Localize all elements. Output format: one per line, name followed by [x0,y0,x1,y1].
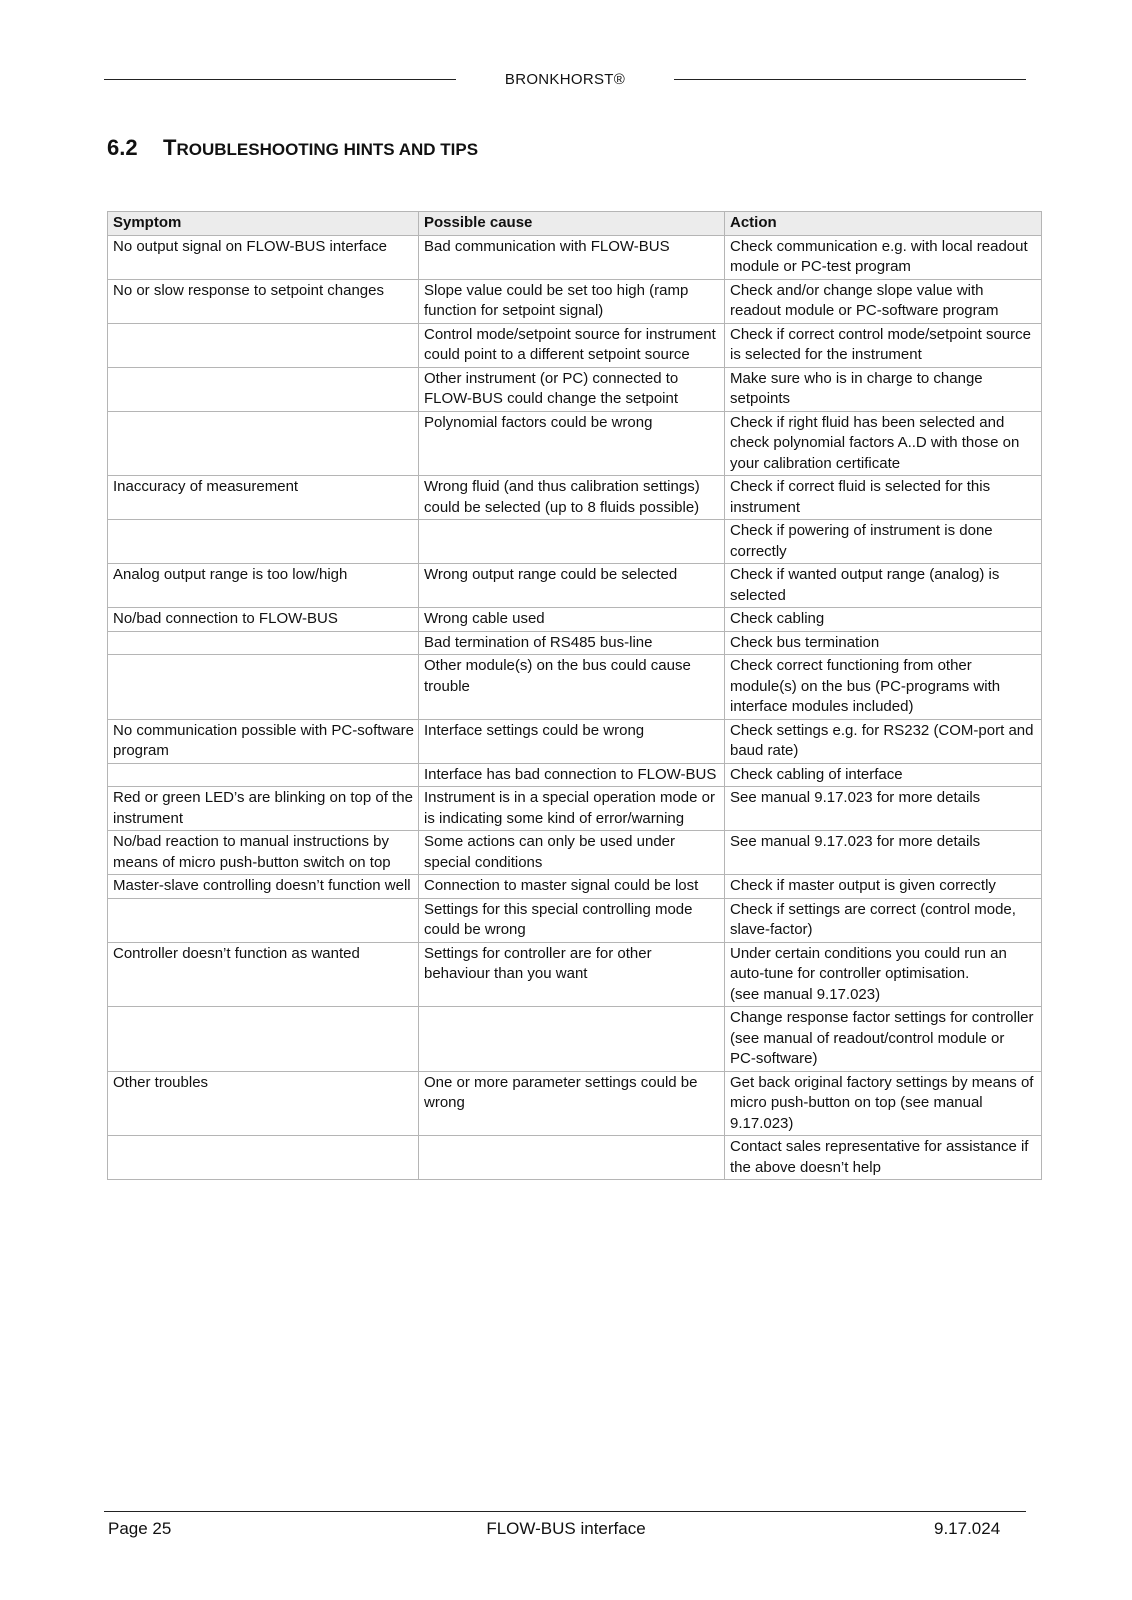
possible-cause-cell: Wrong cable used [419,608,725,632]
table-row [108,763,1042,787]
symptom-cell [108,367,419,411]
table-row [108,411,1042,476]
symptom-cell: No communication possible with PC-software program [108,719,419,763]
action-cell: See manual 9.17.023 for more details [725,831,1042,875]
footer-rule [104,1511,1026,1512]
action-cell: Check if right fluid has been selected and check polynomial factors A..D with those on your calibration certificate [725,411,1042,476]
possible-cause-cell [419,1007,725,1072]
action-cell: Check if powering of instrument is done correctly [725,520,1042,564]
action-cell: Check if wanted output range (analog) is selected [725,564,1042,608]
section-title [107,135,478,161]
symptom-cell: No or slow response to setpoint changes [108,279,419,323]
possible-cause-cell: Polynomial factors could be wrong [419,411,725,476]
table-row [108,831,1042,875]
table-body [108,235,1042,1180]
action-cell: Change response factor settings for controller (see manual of readout/control module or PC-software) [725,1007,1042,1072]
possible-cause-cell: Wrong output range could be selected [419,564,725,608]
symptom-cell [108,520,419,564]
section-title-rest: ROUBLESHOOTING HINTS AND TIPS [176,140,479,159]
table-row [108,942,1042,1007]
table-row [108,367,1042,411]
table-row [108,235,1042,279]
header-brand: BRONKHORST® [504,71,626,88]
header-rule-right [674,79,1026,80]
possible-cause-cell: One or more parameter settings could be wrong [419,1071,725,1136]
symptom-cell: No/bad reaction to manual instructions by means of micro push-button switch on top [108,831,419,875]
possible-cause-cell: Interface settings could be wrong [419,719,725,763]
table-row [108,898,1042,942]
symptom-cell [108,1136,419,1180]
table-row [108,1136,1042,1180]
action-cell: Under certain conditions you could run an auto-tune for controller optimisation. (see manual 9.17.023) [725,942,1042,1007]
possible-cause-cell: Wrong fluid (and thus calibration settings) could be selected (up to 8 fluids possible) [419,476,725,520]
symptom-cell: No output signal on FLOW-BUS interface [108,235,419,279]
table-row [108,719,1042,763]
possible-cause-cell: Bad communication with FLOW-BUS [419,235,725,279]
header-possible-cause: Possible cause [419,212,725,236]
header-rule-left [104,79,456,80]
header-symptom: Symptom [108,212,419,236]
action-cell: Check if correct fluid is selected for this instrument [725,476,1042,520]
action-cell: Check and/or change slope value with readout module or PC-software program [725,279,1042,323]
possible-cause-cell: Control mode/setpoint source for instrument could point to a different setpoint source [419,323,725,367]
footer-document-number: 9.17.024 [934,1519,1001,1538]
symptom-cell [108,411,419,476]
symptom-cell: Controller doesn’t function as wanted [108,942,419,1007]
possible-cause-cell: Settings for this special controlling mode could be wrong [419,898,725,942]
table-row [108,1007,1042,1072]
possible-cause-cell [419,520,725,564]
table-row [108,1071,1042,1136]
section-title-initial: T [163,135,177,160]
action-cell: Check correct functioning from other module(s) on the bus (PC-programs with interface modules included) [725,655,1042,720]
symptom-cell [108,655,419,720]
header-action: Action [725,212,1042,236]
symptom-cell [108,323,419,367]
possible-cause-cell: Instrument is in a special operation mode or is indicating some kind of error/warning [419,787,725,831]
action-cell: Check if settings are correct (control mode, slave-factor) [725,898,1042,942]
footer-document-title: FLOW-BUS interface [486,1519,646,1538]
possible-cause-cell: Slope value could be set too high (ramp function for setpoint signal) [419,279,725,323]
symptom-cell: Analog output range is too low/high [108,564,419,608]
symptom-cell [108,898,419,942]
table-row [108,655,1042,720]
table-header-row [108,212,1042,236]
possible-cause-cell: Bad termination of RS485 bus-line [419,631,725,655]
action-cell: Contact sales representative for assistance if the above doesn’t help [725,1136,1042,1180]
symptom-cell: Other troubles [108,1071,419,1136]
table-row [108,787,1042,831]
action-cell: See manual 9.17.023 for more details [725,787,1042,831]
action-cell: Check settings e.g. for RS232 (COM-port and baud rate) [725,719,1042,763]
action-cell: Check if master output is given correctly [725,875,1042,899]
table-row [108,520,1042,564]
symptom-cell [108,631,419,655]
symptom-cell: Master-slave controlling doesn’t function well [108,875,419,899]
symptom-cell: No/bad connection to FLOW-BUS [108,608,419,632]
action-cell: Check bus termination [725,631,1042,655]
possible-cause-cell: Connection to master signal could be lost [419,875,725,899]
action-cell: Check communication e.g. with local readout module or PC-test program [725,235,1042,279]
table-row [108,323,1042,367]
symptom-cell: Inaccuracy of measurement [108,476,419,520]
possible-cause-cell: Other module(s) on the bus could cause trouble [419,655,725,720]
table-row [108,631,1042,655]
action-cell: Check if correct control mode/setpoint source is selected for the instrument [725,323,1042,367]
possible-cause-cell [419,1136,725,1180]
action-cell: Make sure who is in charge to change setpoints [725,367,1042,411]
possible-cause-cell: Interface has bad connection to FLOW-BUS [419,763,725,787]
table-row [108,564,1042,608]
action-cell: Get back original factory settings by means of micro push-button on top (see manual 9.17.023) [725,1071,1042,1136]
possible-cause-cell: Settings for controller are for other behaviour than you want [419,942,725,1007]
table-row [108,608,1042,632]
footer-page-number: Page 25 [108,1519,172,1538]
table-row [108,279,1042,323]
possible-cause-cell: Some actions can only be used under special conditions [419,831,725,875]
possible-cause-cell: Other instrument (or PC) connected to FLOW-BUS could change the setpoint [419,367,725,411]
troubleshooting-table [107,211,1042,1180]
symptom-cell: Red or green LED’s are blinking on top of the instrument [108,787,419,831]
table-row [108,476,1042,520]
action-cell: Check cabling [725,608,1042,632]
section-number: 6.2 [107,135,138,160]
action-cell: Check cabling of interface [725,763,1042,787]
table-row [108,875,1042,899]
symptom-cell [108,763,419,787]
symptom-cell [108,1007,419,1072]
